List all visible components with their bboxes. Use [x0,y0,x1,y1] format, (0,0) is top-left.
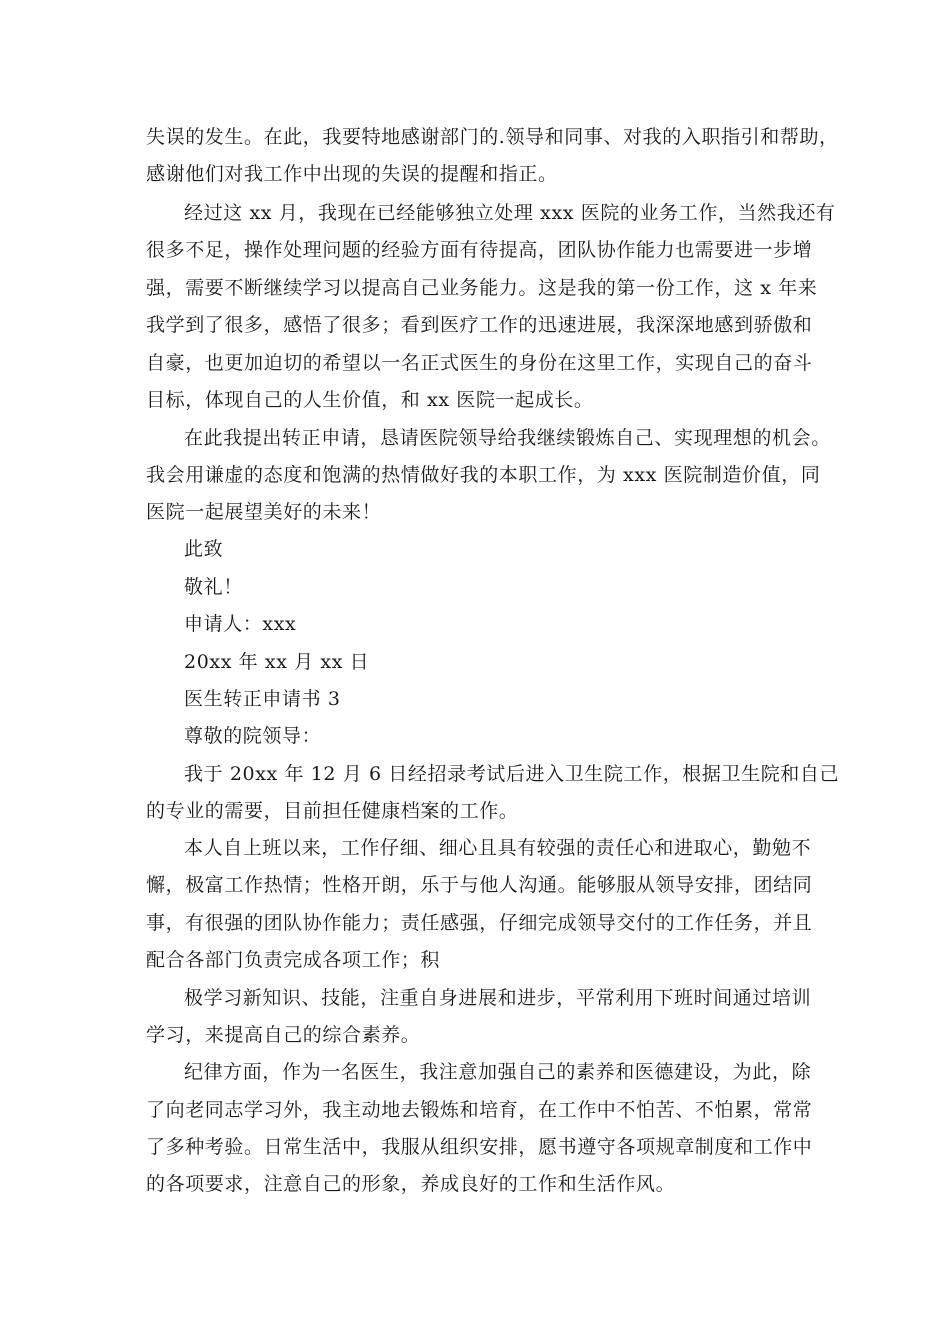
date-line: 20xx 年 xx 月 xx 日 [184,651,370,673]
text-line: 感谢他们对我工作中出现的失误的提醒和指正。 [146,163,558,185]
greeting-line: 尊敬的院领导： [184,725,322,747]
text-line: 自豪，也更加迫切的希望以一名正式医生的身份在这里工作，实现自己的奋斗 [146,352,813,374]
text-line: 很多不足，操作处理问题的经验方面有待提高，团队协作能力也需要进一步增 [146,239,813,261]
text-line: 懈，极富工作热情；性格开朗，乐于与他人沟通。能够服从领导安排，团结同 [146,874,813,896]
text-line: 了向老同志学习外，我主动地去锻炼和培育，在工作中不怕苦、不怕累，常常 [146,1099,813,1121]
text-line: 在此我提出转正申请，恳请医院领导给我继续锻炼自己、实现理想的机会。 [184,427,831,449]
text-line: 极学习新知识、技能，注重自身进展和进步，平常利用下班时间通过培训 [184,987,812,1009]
text-line: 我于 20xx 年 12 月 6 日经招录考试后进入卫生院工作，根据卫生院和自己 [184,763,840,785]
text-line: 我学到了很多，感悟了很多；看到医疗工作的迅速进展，我深深地感到骄傲和 [146,314,813,336]
text-line: 本人自上班以来，工作仔细、细心且具有较强的责任心和进取心，勤勉不 [184,837,812,859]
text-line: 的各项要求，注意自己的形象，养成良好的工作和生活作风。 [146,1173,676,1195]
applicant-line: 申请人：xxx [184,613,297,635]
section-title: 医生转正申请书 3 [184,688,341,710]
text-line: 了多种考验。日常生活中，我服从组织安排，愿书遵守各项规章制度和工作中 [146,1136,813,1158]
salutation-line: 敬礼！ [184,576,243,598]
text-line: 纪律方面，作为一名医生，我注意加强自己的素养和医德建设，为此，除 [184,1061,812,1083]
text-line: 经过这 xx 月，我现在已经能够独立处理 xxx 医院的业务工作，当然我还有 [184,202,836,224]
closing-line: 此致 [184,538,224,560]
text-line: 配合各部门负责完成各项工作；积 [146,949,441,971]
text-line: 目标，体现自己的人生价值，和 xx 医院一起成长。 [146,389,594,411]
text-line: 医院一起展望美好的未来！ [146,501,382,523]
text-line: 强，需要不断继续学习以提高自己业务能力。这是我的第一份工作，这 x 年来 [146,277,818,299]
text-line: 的专业的需要，目前担任健康档案的工作。 [146,800,519,822]
text-line: 事，有很强的团队协作能力；责任感强，仔细完成领导交付的工作任务，并且 [146,912,813,934]
text-line: 学习，来提高自己的综合素养。 [146,1024,421,1046]
text-line: 失误的发生。在此，我要特地感谢部门的.领导和同事、对我的入职指引和帮助， [146,126,839,148]
text-line: 我会用谦虚的态度和饱满的热情做好我的本职工作，为 xxx 医院制造价值，同 [146,464,821,486]
